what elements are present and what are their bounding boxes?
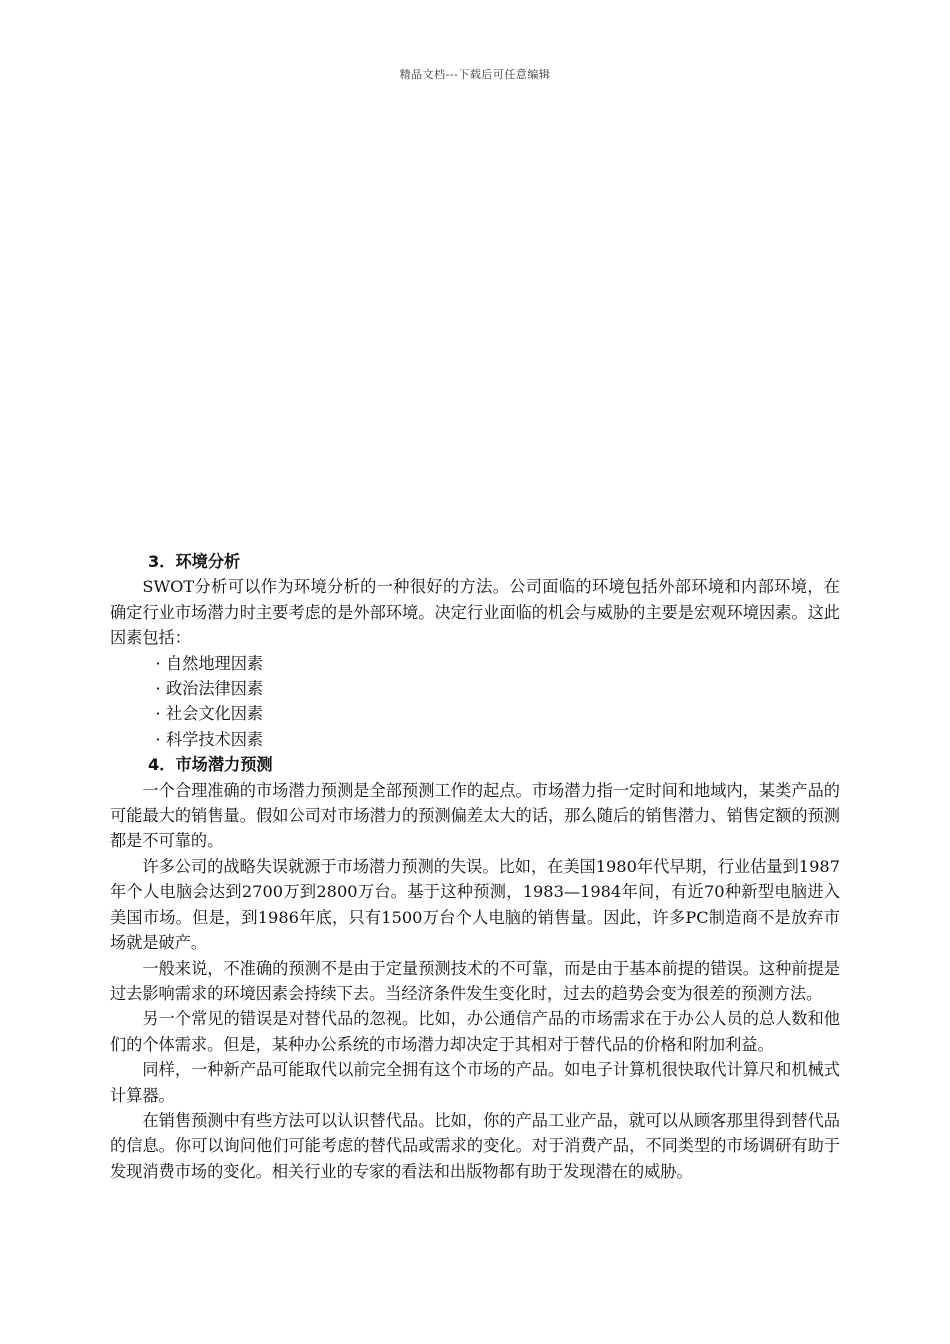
bullet-icon: · <box>155 729 161 749</box>
bullet-icon: · <box>155 704 161 724</box>
list-item <box>150 701 840 726</box>
paragraph: 在销售预测中有些方法可以认识替代品。比如，你的产品工业产品，就可以从顾客那里得到替代品的信息。你可以询问他们可能考虑的替代品或需求的变化。对于消费产品，不同类型的市场调研有助于发现消费市场的变化。相关行业的专家的看法和出版物都有助于发现潜在的威胁。 <box>110 1110 840 1181</box>
page-header: 精品文档---下载后可任意编辑 <box>399 68 551 81</box>
paragraph: 一个合理准确的市场潜力预测是全部预测工作的起点。市场潜力指一定时间和地域内，某类产品的可能最大的销售量。假如公司对市场潜力的预测偏差太大的话，那么随后的销售潜力、销售定额的预测都是不可靠的。 <box>110 780 840 851</box>
list-item-text: 政治法律因素 <box>166 679 264 699</box>
paragraph: 许多公司的战略失误就源于市场潜力预测的失误。比如，在美国1980年代早期，行业估量到1987年个人电脑会达到2700万到2800万台。基于这种预测，1983—1984年间，有近70种新型电脑进入美国市场。但是，到1986年底，只有1500万台个人电脑的销售量。因此，许多PC制造商不是放弃市场就是破产。 <box>110 856 840 953</box>
document-body <box>110 549 840 1184</box>
list-item <box>150 651 840 676</box>
list-item <box>150 727 840 752</box>
factor-list <box>110 651 840 753</box>
section-3-heading: 3．环境分析 <box>148 552 241 571</box>
section-3-paragraph: SWOT分析可以作为环境分析的一种很好的方法。公司面临的环境包括外部环境和内部环境，在确定行业市场潜力时主要考虑的是外部环境。决定行业面临的机会与威胁的主要是宏观环境因素。这此因素包括： <box>110 577 840 648</box>
bullet-icon: · <box>155 679 161 699</box>
section-4-heading: 4．市场潜力预测 <box>148 755 273 775</box>
paragraph: 另一个常见的错误是对替代品的忽视。比如，办公通信产品的市场需求在于办公人员的总人数和他们的个体需求。但是，某种办公系统的市场潜力却决定于其相对于替代品的价格和附加利益。 <box>110 1009 840 1054</box>
list-item <box>150 676 840 701</box>
paragraph: 同样，一种新产品可能取代以前完全拥有这个市场的产品。如电子计算机很快取代计算尺和机械式计算器。 <box>110 1060 840 1105</box>
paragraph: 一般来说，不准确的预测不是由于定量预测技术的不可靠，而是由于基本前提的错误。这种前提是过去影响需求的环境因素会持续下去。当经济条件发生变化时，过去的趋势会变为很差的预测方法。 <box>110 958 840 1003</box>
list-item-text: 社会文化因素 <box>166 704 264 724</box>
bullet-icon: · <box>155 653 161 673</box>
list-item-text: 科学技术因素 <box>166 729 264 749</box>
list-item-text: 自然地理因素 <box>166 653 264 673</box>
